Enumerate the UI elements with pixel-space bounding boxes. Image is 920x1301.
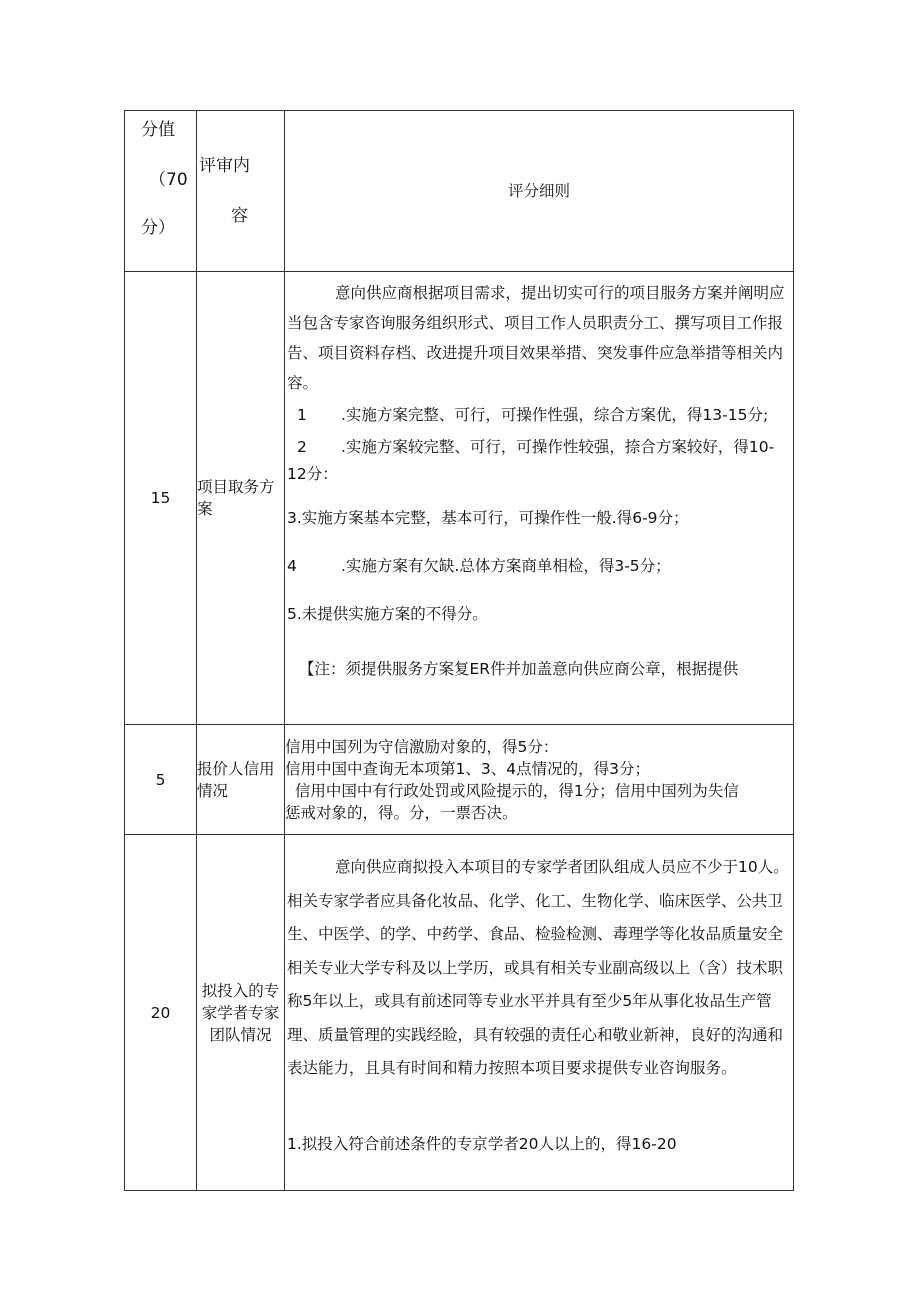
scoring-table — [124, 110, 794, 1191]
table-row — [125, 835, 794, 1191]
header-content-line: 评审内 — [199, 156, 250, 176]
row-detail-cell — [285, 725, 794, 835]
detail-item: 12分： — [287, 465, 338, 483]
table-row — [125, 725, 794, 835]
detail-line: 惩戒对象的，得。分，一票否决。 — [285, 803, 518, 822]
item-number: 4 — [287, 557, 297, 575]
detail-line: 信用中国中查询无本项第1、3、4点情况的，得3分； — [285, 759, 650, 778]
header-row — [125, 111, 794, 272]
detail-item: 5.未提供实施方案的不得分。 — [287, 605, 488, 623]
table-row — [125, 272, 794, 725]
row-item-name: 项目取务方案 — [197, 272, 285, 725]
row-detail-cell — [285, 835, 794, 1191]
header-score-cell — [125, 111, 197, 272]
row-item-name: 拟投入的专家学者专家团队情况 — [197, 835, 285, 1191]
detail-item: 1.拟投入符合前述条件的专京学者20人以上的，得16-20 — [287, 1135, 677, 1153]
detail-item — [287, 436, 791, 458]
header-score-line: （70 — [149, 170, 188, 190]
detail-item — [287, 404, 791, 426]
row-score: 20 — [125, 835, 197, 1191]
detail-intro: 意向供应商拟投入本项目的专家学者团队组成人员应不少于10人。相关专家学者应具备化妆品、化学、化工、生物化学、临床医学、公共卫生、中医学、的学、中药学、食品、检验检测、毒理学等化妆品质量安全相关专业大学专科及以上学历，或具有相关专业副高级以上（含）技术职称5年以上，或具有前述同等专业水平并具有至少5年从事化妆品生产管理、质量管理的实践经睑，具有较强的责任心和敬业新神，良好的沟通和表达能力，且具有时间和精力按照本项目要求提供专业咨询服务。 — [287, 858, 789, 1077]
row-detail-cell — [285, 272, 794, 725]
detail-line: 信用中国列为守信激励对象的，得5分： — [285, 737, 559, 756]
detail-item: 3.实施方案基本完整，基本可行，可操作性一般.得6-9分； — [287, 509, 689, 527]
header-content-cell — [197, 111, 285, 272]
row-score: 15 — [125, 272, 197, 725]
header-score-line: 分值 — [141, 120, 175, 140]
header-detail-cell: 评分细则 — [285, 111, 794, 272]
detail-intro: 意向供应商根据项目需求，提出切实可行的项目服务方案并阐明应当包含专家咨询服务组织形式、项目工作人员职责分工、撰写项目工作报告、项目资料存档、改进提升项目效果举措、突发事件应急举措等相关内容。 — [287, 284, 785, 392]
item-number: 2 — [297, 438, 307, 456]
header-content-line: 容 — [231, 206, 248, 226]
row-item-name: 报价人信用情况 — [197, 725, 285, 835]
row-score: 5 — [125, 725, 197, 835]
detail-note: 【注：须提供服务方案复ER件并加盖意向供应商公章，根据提供 — [299, 660, 739, 678]
item-text: .实施方案完整、可行，可操作性强，综合方案优，得13-15分; — [341, 406, 769, 424]
item-text: .实施方案有欠缺.总体方案商单相检，得3-5分； — [341, 557, 671, 575]
detail-item — [287, 555, 791, 577]
header-score-line: 分） — [141, 218, 175, 238]
detail-line: 信用中国中有行政处罚或风险提示的，得1分；信用中国列为失信 — [285, 781, 739, 800]
item-number: 1 — [297, 406, 307, 424]
item-text: .实施方案较完整、可行，可操作性较强，捺合方案较好，得10- — [341, 438, 775, 456]
